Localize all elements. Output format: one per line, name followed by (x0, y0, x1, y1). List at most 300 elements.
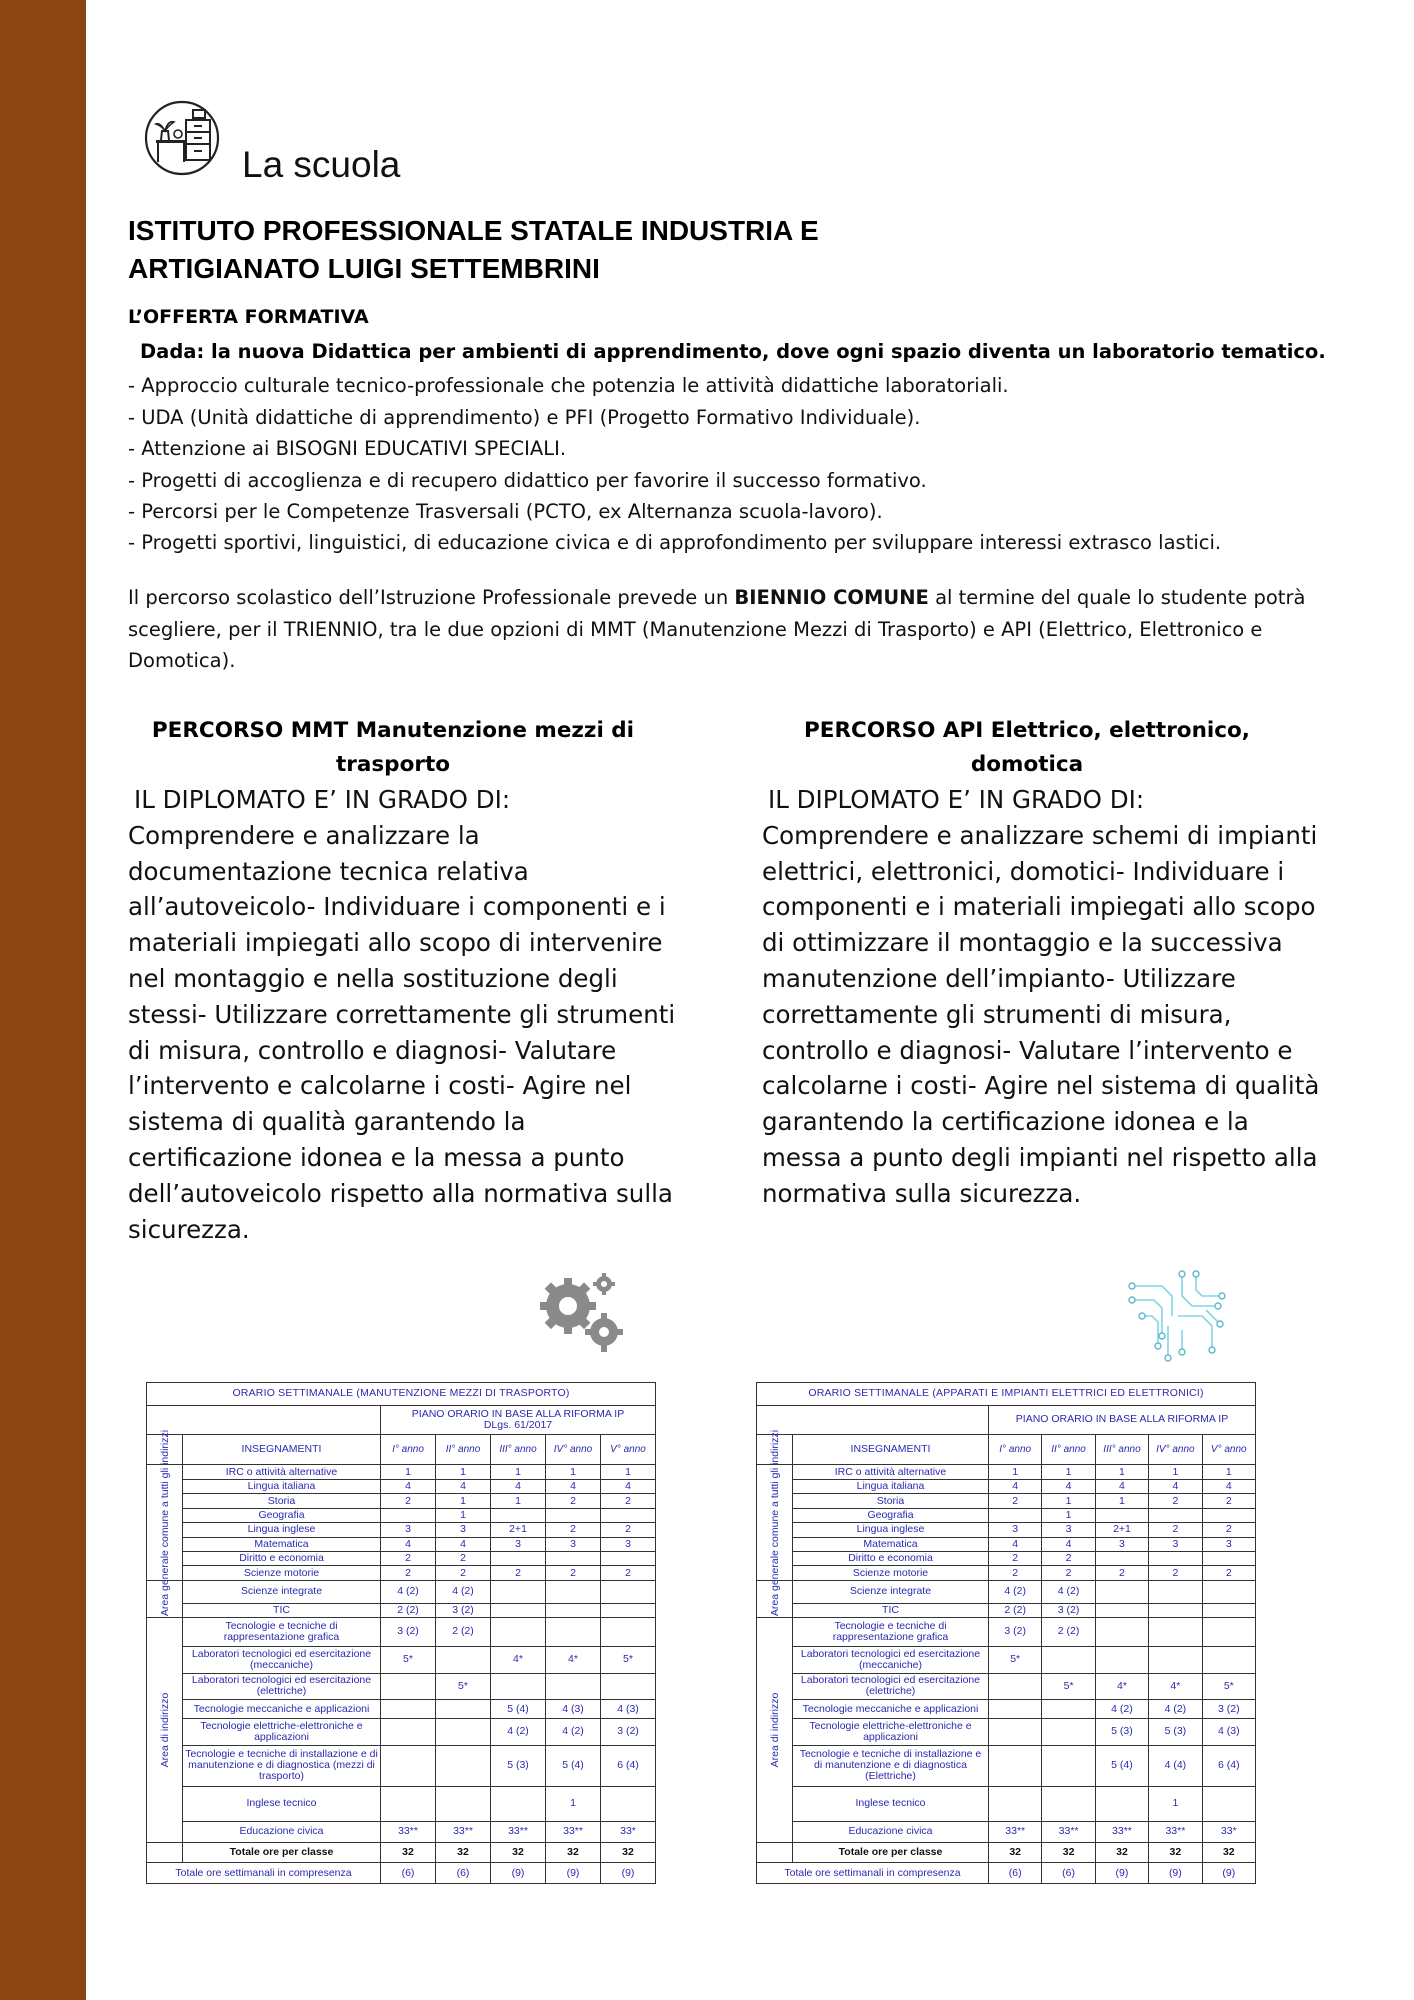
hours-cell: 5* (1202, 1673, 1255, 1700)
hours-cell: 33** (1042, 1822, 1095, 1843)
hours-cell: 1 (491, 1494, 546, 1508)
hours-cell (989, 1673, 1042, 1700)
hours-cell: 33** (436, 1822, 491, 1843)
subject-cell: Geografia (183, 1508, 381, 1522)
hours-cell (601, 1603, 656, 1617)
hours-cell: 32 (1042, 1842, 1095, 1863)
hours-cell: 4 (3) (1202, 1718, 1255, 1745)
school-desk-icon (138, 98, 238, 178)
hours-cell: 4 (3) (546, 1700, 601, 1719)
hours-cell: 2 (1042, 1566, 1095, 1580)
table-row (147, 1494, 656, 1508)
hours-cell: (9) (1149, 1863, 1202, 1884)
subject-cell: Tecnologie e tecniche di rappresentazione grafica (793, 1617, 989, 1646)
area-generale-cell-label: Area generale comune a tutti gli indirizzi (158, 1429, 171, 1616)
hours-cell: 4 (436, 1537, 491, 1551)
table-piano-cell (381, 1405, 656, 1434)
hours-cell (601, 1508, 656, 1522)
table-insegnamenti: INSEGNAMENTI (793, 1434, 989, 1465)
hours-cell: 1 (601, 1465, 656, 1479)
hours-cell: 4 (2) (1149, 1700, 1202, 1719)
table-row (757, 1700, 1256, 1719)
hours-cell: 2 (989, 1566, 1042, 1580)
table-row (757, 1508, 1256, 1522)
subject-cell: Tecnologie e tecniche di rappresentazione grafica (183, 1617, 381, 1646)
table-row (147, 1700, 656, 1719)
table-title: ORARIO SETTIMANALE (APPARATI E IMPIANTI ELETTRICI ED ELETTRONICI) (757, 1383, 1256, 1406)
hours-cell (1095, 1552, 1148, 1566)
bullet-item: - Progetti sportivi, linguistici, di educazione civica e di approfondimento per sviluppare interessi extrasco lastici. (128, 530, 1222, 554)
subject-cell: Scienze motorie (183, 1566, 381, 1580)
hours-cell: 3 (491, 1537, 546, 1551)
hours-cell: 2 (381, 1552, 436, 1566)
hours-cell: 4 (2) (1095, 1700, 1148, 1719)
hours-cell (436, 1700, 491, 1719)
hours-cell (1095, 1646, 1148, 1673)
area-generale-cell-label: Area generale comune a tutti gli indirizzi (768, 1429, 781, 1616)
table-row (147, 1718, 656, 1745)
subject-cell: Totale ore per classe (183, 1842, 381, 1863)
subject-cell: Tecnologie elettriche-elettroniche e applicazioni (793, 1718, 989, 1745)
school-name-line2: ARTIGIANATO LUIGI SETTEMBRINI (128, 253, 600, 284)
sidebar-band (0, 0, 86, 2000)
hours-cell (601, 1786, 656, 1821)
hours-cell: 5* (436, 1673, 491, 1700)
hours-cell: 3 (1202, 1537, 1255, 1551)
school-name-line1: ISTITUTO PROFESSIONALE STATALE INDUSTRIA E (128, 215, 819, 246)
hours-cell (1095, 1603, 1148, 1617)
table-row (757, 1465, 1256, 1479)
subject-cell: Storia (793, 1494, 989, 1508)
table-row (757, 1786, 1256, 1821)
table-row (757, 1673, 1256, 1700)
hours-cell: 2 (1202, 1523, 1255, 1537)
table-row (757, 1523, 1256, 1537)
table-insegnamenti: INSEGNAMENTI (183, 1434, 381, 1465)
api-body (762, 782, 1322, 1212)
hours-cell: (6) (436, 1863, 491, 1884)
subject-cell: Scienze integrate (183, 1580, 381, 1603)
mmt-lead: IL DIPLOMATO E’ IN GRADO DI: (134, 785, 511, 814)
table-piano-cell (989, 1405, 1256, 1434)
hours-cell: 32 (381, 1842, 436, 1863)
hours-cell: 4 (1042, 1479, 1095, 1493)
table-row (757, 1566, 1256, 1580)
hours-cell: 4 (436, 1479, 491, 1493)
hours-cell: 33* (601, 1822, 656, 1843)
table-row (757, 1552, 1256, 1566)
hours-cell: 32 (601, 1842, 656, 1863)
table-row (757, 1603, 1256, 1617)
subject-cell: IRC o attività alternative (183, 1465, 381, 1479)
table-piano-row (757, 1405, 1256, 1434)
hours-cell (1042, 1718, 1095, 1745)
table-row (147, 1673, 656, 1700)
hours-cell: 4 (381, 1537, 436, 1551)
subject-cell: Lingua inglese (793, 1523, 989, 1537)
hours-cell: 2 (2) (989, 1603, 1042, 1617)
hours-cell: (9) (491, 1863, 546, 1884)
subject-cell: Inglese tecnico (183, 1786, 381, 1821)
hours-cell (601, 1673, 656, 1700)
subject-cell: Tecnologie e tecniche di installazione e di manutenzione e di diagnostica (Elettriche) (793, 1745, 989, 1786)
hours-cell (1095, 1786, 1148, 1821)
hours-cell (1095, 1508, 1148, 1522)
year-header: IV° anno (546, 1434, 601, 1465)
hours-cell: 4 (491, 1479, 546, 1493)
hours-cell (436, 1786, 491, 1821)
hours-cell: 2+1 (491, 1523, 546, 1537)
hours-cell: 4* (546, 1646, 601, 1673)
hours-cell: 4* (1095, 1673, 1148, 1700)
hours-cell: 3 (1042, 1523, 1095, 1537)
hours-cell: 3 (436, 1523, 491, 1537)
subject-cell: Tecnologie elettriche-elettroniche e applicazioni (183, 1718, 381, 1745)
hours-cell: 3 (381, 1523, 436, 1537)
hours-cell: 4 (4) (1149, 1745, 1202, 1786)
subject-cell: Laboratori tecnologici ed esercitazione (meccaniche) (183, 1646, 381, 1673)
api-lead: IL DIPLOMATO E’ IN GRADO DI: (768, 785, 1145, 814)
hours-cell (546, 1580, 601, 1603)
hours-cell: 2 (1202, 1566, 1255, 1580)
hours-cell: 5* (601, 1646, 656, 1673)
hours-cell (1202, 1617, 1255, 1646)
hours-cell (1202, 1580, 1255, 1603)
hours-cell: (6) (381, 1863, 436, 1884)
hours-cell (1095, 1580, 1148, 1603)
hours-cell (436, 1745, 491, 1786)
offerta-heading: L’OFFERTA FORMATIVA (128, 306, 369, 328)
hours-cell: 3 (2) (1202, 1700, 1255, 1719)
hours-cell: 4* (1149, 1673, 1202, 1700)
hours-cell (491, 1617, 546, 1646)
hours-cell (491, 1603, 546, 1617)
hours-cell: 3 (2) (989, 1617, 1042, 1646)
year-header: I° anno (381, 1434, 436, 1465)
table-row (147, 1479, 656, 1493)
table-title: ORARIO SETTIMANALE (MANUTENZIONE MEZZI DI TRASPORTO) (147, 1383, 656, 1406)
hours-cell (546, 1617, 601, 1646)
hours-cell (381, 1786, 436, 1821)
hours-cell: 1 (546, 1465, 601, 1479)
subject-cell: Lingua italiana (183, 1479, 381, 1493)
table-header-row (147, 1434, 656, 1465)
mmt-title: PERCORSO MMT Manutenzione mezzi di trasporto (151, 718, 635, 777)
hours-cell (546, 1508, 601, 1522)
year-header: II° anno (436, 1434, 491, 1465)
hours-cell (491, 1580, 546, 1603)
table-row (147, 1646, 656, 1673)
hours-cell: 3 (1095, 1537, 1148, 1551)
hours-cell (491, 1508, 546, 1522)
hours-cell: 4 (1149, 1479, 1202, 1493)
table-title-row (757, 1383, 1256, 1406)
subject-cell: Tecnologie meccaniche e applicazioni (183, 1700, 381, 1719)
table-row (757, 1494, 1256, 1508)
table-blank-cell (147, 1842, 183, 1863)
hours-cell (989, 1718, 1042, 1745)
subject-cell: Totale ore settimanali in compresenza (757, 1863, 989, 1884)
table-row (147, 1465, 656, 1479)
hours-cell: 3 (546, 1537, 601, 1551)
orario-api-table-wrap (756, 1382, 1256, 1884)
table-piano-row (147, 1405, 656, 1434)
table-row (757, 1646, 1256, 1673)
hours-cell (601, 1580, 656, 1603)
hours-cell: 5* (381, 1646, 436, 1673)
hours-cell: 2 (1095, 1566, 1148, 1580)
hours-cell: (9) (546, 1863, 601, 1884)
orario-api-table (756, 1382, 1256, 1884)
hours-cell: 2 (2) (381, 1603, 436, 1617)
api-column (762, 714, 1322, 1212)
hours-cell: 3 (601, 1537, 656, 1551)
hours-cell (1095, 1617, 1148, 1646)
header (138, 98, 638, 185)
hours-cell: 1 (1042, 1494, 1095, 1508)
mmt-description: Comprendere e analizzare la documentazione tecnica relativa all’autoveicolo- Individuare i componenti e i materiali impiegati allo scopo di intervenire nel montaggio e nella sostituzione degli stessi- Utilizzare correttamente gli strumenti di misura, controllo e diagnosi- Valutare l’intervento e calcolarne i costi- Agire nel sistema di qualità garantendo la certificazione idonea e la messa a punto dell’autoveicolo rispetto alla normativa sulla sicurezza. (128, 820, 676, 1244)
hours-cell: 5* (1042, 1673, 1095, 1700)
page (86, 0, 1414, 2000)
table-row (757, 1617, 1256, 1646)
table-piano: PIANO ORARIO IN BASE ALLA RIFORMA IP (411, 1407, 625, 1420)
area-indirizzo-cell-label: Area di indirizzo (158, 1692, 171, 1768)
table-row (147, 1523, 656, 1537)
hours-cell: 5 (4) (1095, 1745, 1148, 1786)
hours-cell: 5* (989, 1646, 1042, 1673)
hours-cell: 3 (2) (1042, 1603, 1095, 1617)
hours-cell: 1 (1202, 1465, 1255, 1479)
orario-mmt-table-wrap (146, 1382, 656, 1884)
hours-cell: 33** (1149, 1822, 1202, 1843)
hours-cell: 4 (989, 1479, 1042, 1493)
hours-cell (1149, 1646, 1202, 1673)
hours-cell (1042, 1745, 1095, 1786)
table-row (147, 1603, 656, 1617)
hours-cell: 2 (601, 1523, 656, 1537)
hours-cell: 2 (1149, 1523, 1202, 1537)
hours-cell: 1 (1095, 1465, 1148, 1479)
hours-cell: 4 (3) (601, 1700, 656, 1719)
hours-cell (491, 1786, 546, 1821)
hours-cell: 5 (3) (491, 1745, 546, 1786)
hours-cell (1149, 1552, 1202, 1566)
hours-cell: 2 (1149, 1494, 1202, 1508)
area-indirizzo-cell (757, 1617, 793, 1842)
hours-cell: 32 (989, 1842, 1042, 1863)
hours-cell: 2 (601, 1494, 656, 1508)
hours-cell: 5 (3) (1149, 1718, 1202, 1745)
hours-cell: 32 (546, 1842, 601, 1863)
hours-cell: (6) (989, 1863, 1042, 1884)
subject-cell: Tecnologie meccaniche e applicazioni (793, 1700, 989, 1719)
table-title-row (147, 1383, 656, 1406)
table-row (147, 1863, 656, 1884)
hours-cell (381, 1673, 436, 1700)
hours-cell (989, 1700, 1042, 1719)
subject-cell: Lingua inglese (183, 1523, 381, 1537)
hours-cell: 2 (989, 1494, 1042, 1508)
hours-cell (381, 1700, 436, 1719)
hours-cell: 1 (1042, 1508, 1095, 1522)
intro-text: Il percorso scolastico dell’Istruzione Professionale prevede un (128, 586, 735, 609)
hours-cell: 4 (2) (436, 1580, 491, 1603)
hours-cell: 2 (2) (436, 1617, 491, 1646)
year-header: IV° anno (1149, 1434, 1202, 1465)
hours-cell (436, 1718, 491, 1745)
hours-cell (1042, 1646, 1095, 1673)
hours-cell (601, 1552, 656, 1566)
table-row (757, 1822, 1256, 1843)
hours-cell: 2+1 (1095, 1523, 1148, 1537)
table-row (757, 1580, 1256, 1603)
subject-cell: Lingua italiana (793, 1479, 989, 1493)
table-row (147, 1566, 656, 1580)
hours-cell: 4 (1095, 1479, 1148, 1493)
hours-cell (1202, 1552, 1255, 1566)
hours-cell: 4 (2) (989, 1580, 1042, 1603)
hours-cell (1149, 1617, 1202, 1646)
year-header: V° anno (1202, 1434, 1255, 1465)
dada-statement: Dada: la nuova Didattica per ambienti di apprendimento, dove ogni spazio diventa un laboratorio tematico. (140, 340, 1326, 363)
hours-cell: 33** (1095, 1822, 1148, 1843)
hours-cell (1202, 1603, 1255, 1617)
hours-cell: 1 (436, 1508, 491, 1522)
subject-cell: TIC (793, 1603, 989, 1617)
hours-cell (601, 1617, 656, 1646)
hours-cell: 1 (436, 1465, 491, 1479)
subject-cell: Storia (183, 1494, 381, 1508)
hours-cell: 1 (1095, 1494, 1148, 1508)
subject-cell: Totale ore settimanali in compresenza (147, 1863, 381, 1884)
subject-cell: Totale ore per classe (793, 1842, 989, 1863)
hours-cell (546, 1552, 601, 1566)
hours-cell: 5 (4) (546, 1745, 601, 1786)
hours-cell: 4 (546, 1479, 601, 1493)
orario-mmt-table (146, 1382, 656, 1884)
hours-cell (491, 1673, 546, 1700)
hours-cell: 3 (1149, 1537, 1202, 1551)
hours-cell: 6 (4) (601, 1745, 656, 1786)
hours-cell: 4 (2) (381, 1580, 436, 1603)
hours-cell: 2 (436, 1566, 491, 1580)
hours-cell: 2 (1202, 1494, 1255, 1508)
table-row (757, 1718, 1256, 1745)
hours-cell (989, 1508, 1042, 1522)
bullet-item: - Percorsi per le Competenze Trasversali (PCTO, ex Alternanza scuola-lavoro). (128, 500, 883, 523)
table-row (147, 1842, 656, 1863)
gears-icon (538, 1268, 628, 1358)
hours-cell (1042, 1700, 1095, 1719)
hours-cell: 4 (1042, 1537, 1095, 1551)
hours-cell (1042, 1786, 1095, 1821)
hours-cell: 2 (2) (1042, 1617, 1095, 1646)
hours-cell: 4 (1202, 1479, 1255, 1493)
hours-cell: 4 (2) (546, 1718, 601, 1745)
table-row (147, 1552, 656, 1566)
hours-cell: 33** (491, 1822, 546, 1843)
hours-cell: 33** (989, 1822, 1042, 1843)
hours-cell: 2 (436, 1552, 491, 1566)
year-header: III° anno (491, 1434, 546, 1465)
hours-cell: 4 (989, 1537, 1042, 1551)
area-generale-cell (147, 1429, 183, 1616)
table-row (757, 1863, 1256, 1884)
hours-cell (436, 1646, 491, 1673)
hours-cell: 1 (1149, 1786, 1202, 1821)
hours-cell: 2 (546, 1523, 601, 1537)
hours-cell: 3 (989, 1523, 1042, 1537)
hours-cell: 1 (546, 1786, 601, 1821)
table-row (757, 1842, 1256, 1863)
table-row (147, 1508, 656, 1522)
hours-cell: 32 (1095, 1842, 1148, 1863)
hours-cell: 2 (381, 1494, 436, 1508)
table-row (147, 1786, 656, 1821)
hours-cell: 4* (491, 1646, 546, 1673)
table-row (147, 1537, 656, 1551)
hours-cell: 5 (3) (1095, 1718, 1148, 1745)
hours-cell (491, 1552, 546, 1566)
hours-cell: 2 (601, 1566, 656, 1580)
hours-cell: 32 (436, 1842, 491, 1863)
bullet-item: - Approccio culturale tecnico-professionale che potenzia le attività didattiche laboratoriali. (128, 374, 1009, 397)
year-header: III° anno (1095, 1434, 1148, 1465)
hours-cell (1149, 1580, 1202, 1603)
subject-cell: Tecnologie e tecniche di installazione e di manutenzione e di diagnostica (mezzi di trasporto) (183, 1745, 381, 1786)
hours-cell (381, 1745, 436, 1786)
hours-cell: 32 (1202, 1842, 1255, 1863)
bullet-item: - UDA (Unità didattiche di apprendimento) e PFI (Progetto Formativo Individuale). (128, 405, 921, 429)
hours-cell: (6) (1042, 1863, 1095, 1884)
hours-cell (989, 1745, 1042, 1786)
table-row (757, 1479, 1256, 1493)
hours-cell (989, 1786, 1042, 1821)
subject-cell: Scienze motorie (793, 1566, 989, 1580)
hours-cell: 2 (1042, 1552, 1095, 1566)
hours-cell (381, 1508, 436, 1522)
hours-cell: 2 (491, 1566, 546, 1580)
hours-cell: 32 (491, 1842, 546, 1863)
hours-cell (546, 1673, 601, 1700)
hours-cell: 4 (381, 1479, 436, 1493)
table-blank-cell (757, 1405, 989, 1434)
api-description: Comprendere e analizzare schemi di impianti elettrici, elettronici, domotici- Individuare i componenti e i materiali impiegati allo scopo di ottimizzare il montaggio e la successiva manutenzione dell’impianto- Utilizzare correttamente gli strumenti di misura, controllo e diagnosi- Valutare l’intervento e calcolarne i costi- Agire nel sistema di qualità garantendo la certificazione idonea e la messa a punto degli impianti nel rispetto alla normativa sulla sicurezza. (762, 820, 1320, 1208)
intro-bold: BIENNIO COMUNE (734, 586, 929, 609)
subject-cell: Laboratori tecnologici ed esercitazione (meccaniche) (793, 1646, 989, 1673)
hours-cell: 1 (1042, 1465, 1095, 1479)
hours-cell: 1 (381, 1465, 436, 1479)
intro-text-end: al termine del quale lo studente potrà scegliere, per il TRIENNIO, tra le due opzioni di MMT (Manutenzione Mezzi di Trasporto) e API (Elettrico, Elettronico e Domotica). (128, 586, 1306, 672)
hours-cell (381, 1718, 436, 1745)
hours-cell: 3 (2) (601, 1718, 656, 1745)
year-header: I° anno (989, 1434, 1042, 1465)
area-indirizzo-cell (147, 1617, 183, 1842)
hours-cell (1149, 1603, 1202, 1617)
hours-cell: 4 (2) (1042, 1580, 1095, 1603)
subject-cell: TIC (183, 1603, 381, 1617)
hours-cell: 5 (4) (491, 1700, 546, 1719)
subject-cell: Inglese tecnico (793, 1786, 989, 1821)
hours-cell (1202, 1508, 1255, 1522)
subject-cell: Educazione civica (183, 1822, 381, 1843)
hours-cell: 2 (381, 1566, 436, 1580)
hours-cell: 3 (2) (436, 1603, 491, 1617)
table-row (147, 1745, 656, 1786)
hours-cell: 2 (546, 1494, 601, 1508)
hours-cell: 2 (546, 1566, 601, 1580)
subject-cell: IRC o attività alternative (793, 1465, 989, 1479)
